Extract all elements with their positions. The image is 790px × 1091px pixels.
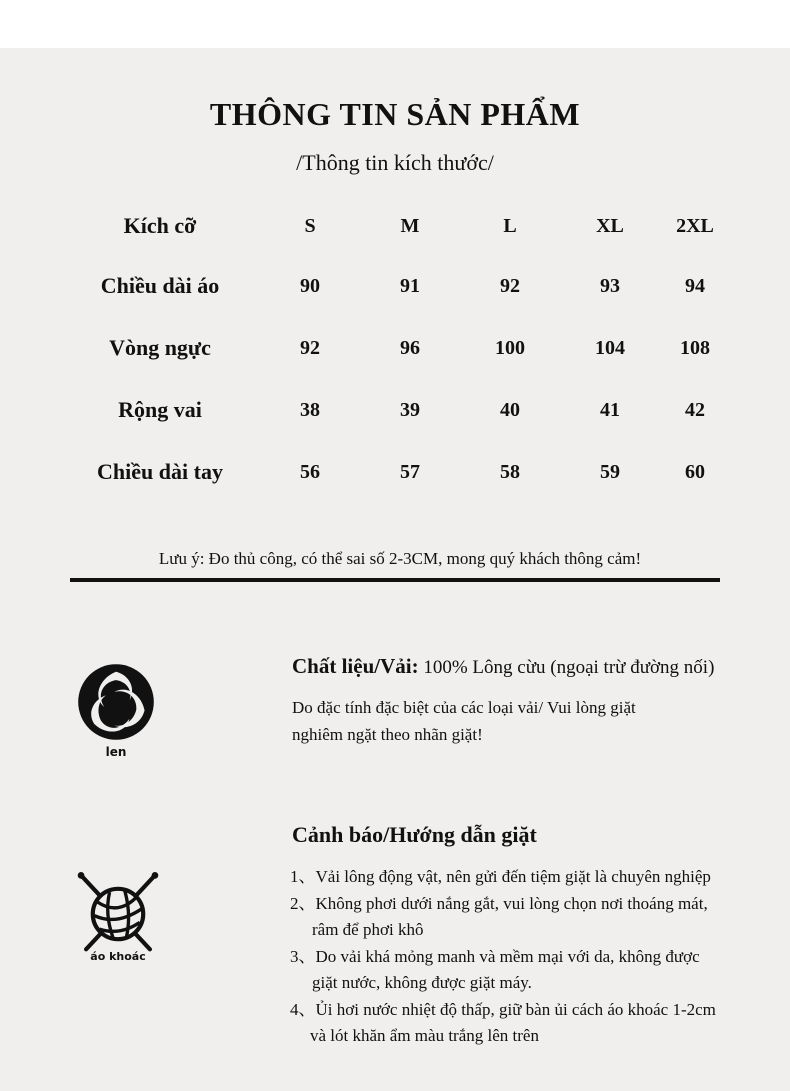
table-row — [60, 379, 730, 441]
table-row — [60, 255, 730, 317]
care-item-line: 3、Do vải khá mỏng manh và mềm mại với da, không được — [290, 947, 700, 966]
header-size: M — [400, 214, 420, 237]
table-cell: 91 — [400, 274, 420, 297]
table-cell: 40 — [500, 398, 520, 421]
material-line — [292, 654, 714, 679]
table-cell: 94 — [685, 274, 705, 297]
table-cell: 92 — [300, 336, 320, 359]
page-title: THÔNG TIN SẢN PHẨM — [209, 96, 581, 132]
header-size: S — [304, 214, 316, 237]
table-cell: 100 — [495, 336, 525, 359]
material-desc-line: Do đặc tính đặc biệt của các loại vải/ Vui lòng giặt — [292, 698, 636, 717]
table-cell: 39 — [400, 398, 420, 421]
table-cell: 96 — [400, 336, 420, 359]
wool-icon — [74, 660, 158, 744]
table-row — [60, 317, 730, 379]
material-value: 100% Lông cừu (ngoại trừ đường nối) — [418, 657, 715, 678]
care-item-line: 4、Ủi hơi nước nhiệt độ thấp, giữ bàn ủi cách áo khoác 1-2cm — [290, 1000, 716, 1019]
wool-icon-label: len — [105, 745, 127, 759]
table-cell: 93 — [600, 274, 620, 297]
row-label: Chiều dài áo — [100, 273, 220, 298]
care-item-line: râm để phơi khô — [312, 920, 424, 939]
top-band — [0, 0, 790, 48]
table-cell: 59 — [600, 460, 620, 483]
page-subtitle: /Thông tin kích thước/ — [296, 150, 494, 175]
table-cell: 108 — [680, 336, 710, 359]
divider — [70, 578, 720, 582]
material-description — [292, 694, 636, 748]
list-item — [290, 891, 716, 943]
table-cell: 92 — [500, 274, 520, 297]
table-cell: 57 — [400, 460, 420, 483]
row-label: Rộng vai — [118, 397, 202, 422]
header-size: XL — [596, 214, 624, 237]
list-item — [290, 997, 716, 1049]
care-item-line: 1、Vải lông động vật, nên gửi đến tiệm giặt là chuyên nghiệp — [290, 867, 711, 886]
table-cell: 104 — [595, 336, 625, 359]
care-item-line: 2、Không phơi dưới nắng gắt, vui lòng chọn nơi thoáng mát, — [290, 894, 708, 913]
table-row — [60, 441, 730, 503]
care-item-line: và lót khăn ẩm màu trắng lên trên — [310, 1026, 539, 1045]
care-list — [290, 864, 716, 1050]
header-size: L — [503, 214, 517, 237]
care-title: Cảnh báo/Hướng dẫn giặt — [292, 822, 537, 847]
care-item-line: giặt nước, không được giặt máy. — [312, 973, 532, 992]
material-desc-line: nghiêm ngặt theo nhãn giặt! — [292, 725, 483, 744]
size-table — [60, 197, 730, 503]
material-label: Chất liệu/Vải: — [292, 654, 419, 678]
row-label: Vòng ngực — [109, 335, 211, 360]
table-cell: 60 — [685, 460, 705, 483]
row-label: Chiều dài tay — [97, 459, 223, 484]
table-cell: 56 — [300, 460, 320, 483]
header-size: 2XL — [676, 214, 714, 237]
table-cell: 38 — [300, 398, 320, 421]
table-cell: 42 — [685, 398, 705, 421]
knit-icon-label: áo khoác — [90, 950, 146, 963]
header-label: Kích cỡ — [123, 213, 197, 238]
list-item — [290, 944, 716, 996]
table-cell: 41 — [600, 398, 620, 421]
size-table-header — [60, 197, 730, 255]
yarn-knitting-icon — [76, 872, 160, 956]
table-cell: 90 — [300, 274, 320, 297]
measurement-note: Lưu ý: Đo thủ công, có thể sai số 2-3CM, mong quý khách thông cảm! — [158, 549, 642, 568]
table-cell: 58 — [500, 460, 520, 483]
list-item — [290, 864, 716, 890]
